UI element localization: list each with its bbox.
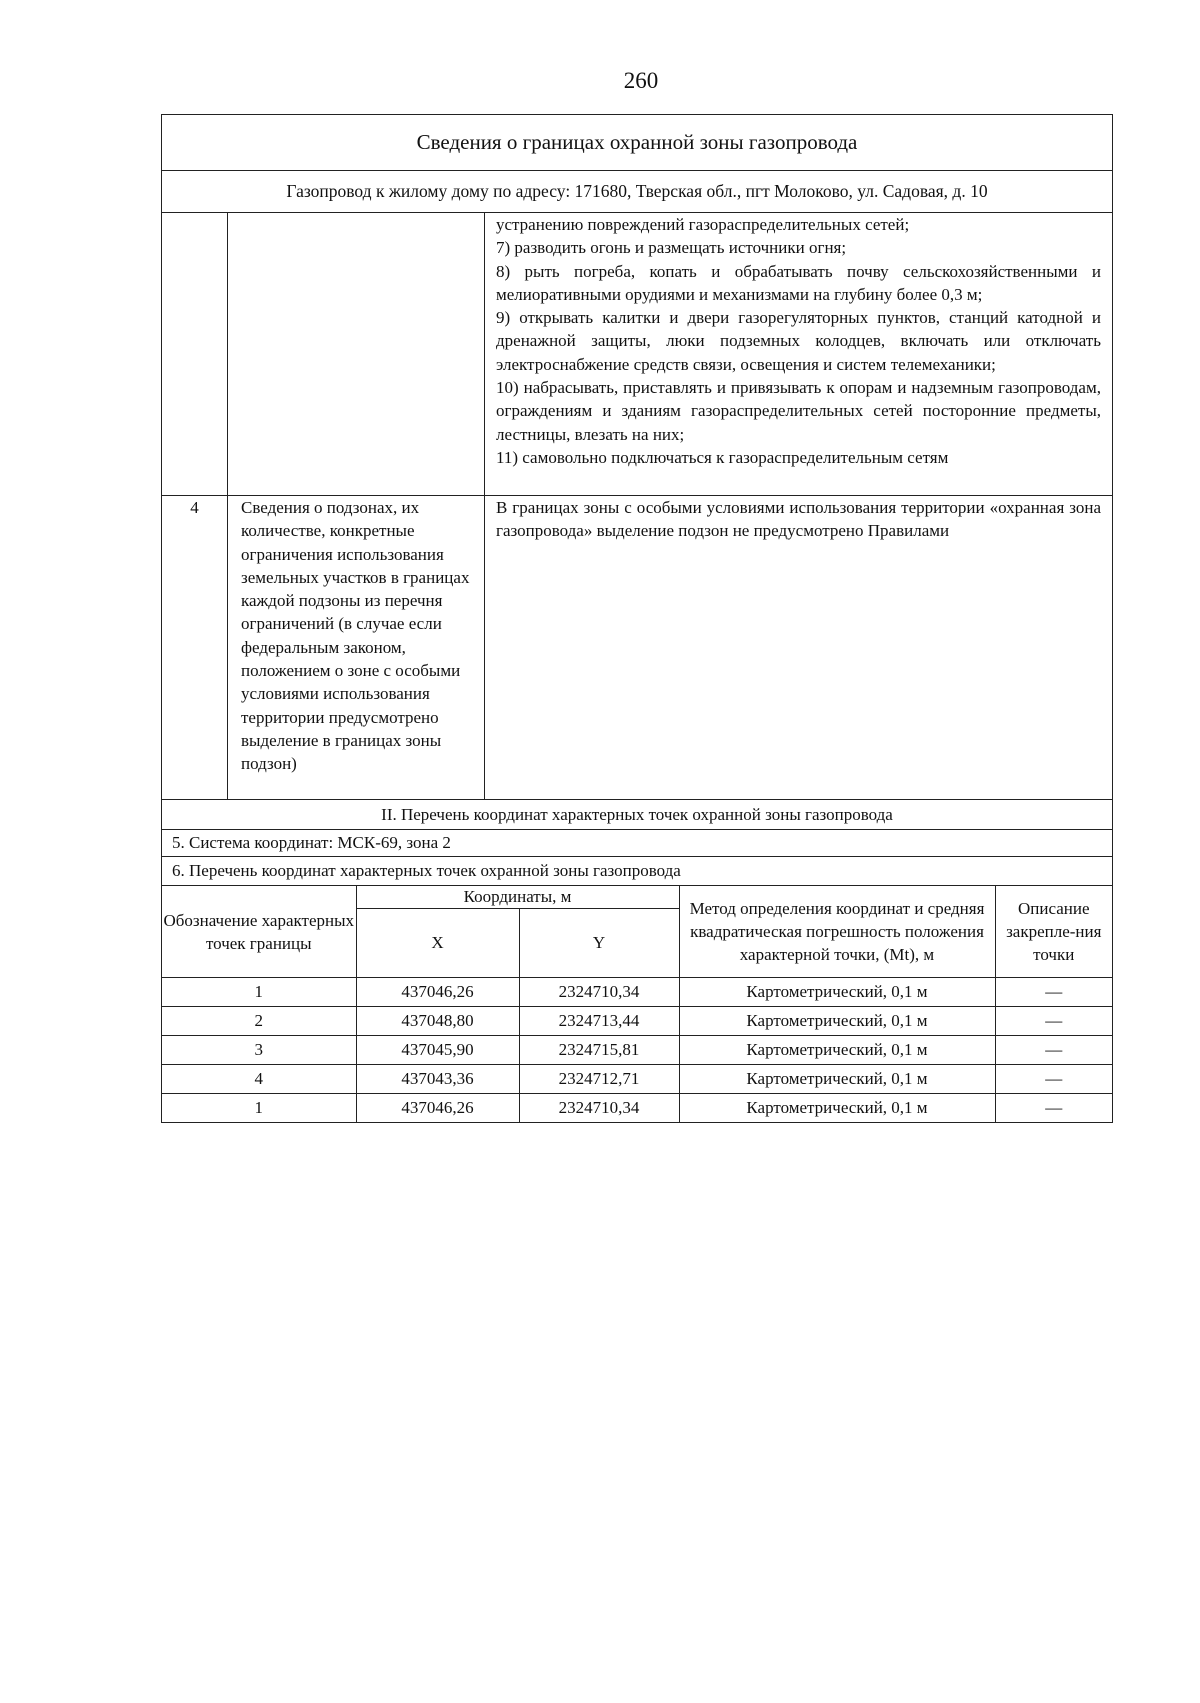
y-cell: 2324710,34 [519,978,679,1007]
header-method: Метод определения координат и средняя квадратическая погрешность положения характерной точки, (Mt), м [679,886,995,978]
subzones-label: Сведения о подзонах, их количестве, конкретные ограничения использования земельных участков в границах каждой подзоны из перечня ограничений (в случае если федеральным законом, положением о зоне с особыми условиями использования территории предусмотрено выделение в границах зоны подзон) [228,496,485,799]
subzones-number: 4 [162,496,228,799]
y-cell: 2324713,44 [519,1007,679,1036]
restrictions-row [162,213,1112,496]
coordinates-list-title: 6. Перечень координат характерных точек охранной зоны газопровода [162,857,1112,886]
description-cell: — [995,978,1112,1007]
header-description: Описание закрепле-ния точки [995,886,1112,978]
point-cell: 4 [162,1065,356,1094]
restriction-line: 9) открывать калитки и двери газорегуляторных пунктов, станций катодной и дренажной защиты, люки подземных колодцев, включать или отключать электроснабжение средств связи, освещения и систем телемеханики; [496,308,1101,374]
document-title: Сведения о границах охранной зоны газопровода [162,115,1112,171]
page-number: 260 [623,68,659,93]
method-cell: Картометрический, 0,1 м [679,1036,995,1065]
point-cell: 2 [162,1007,356,1036]
point-cell: 1 [162,1094,356,1123]
restriction-line: 7) разводить огонь и размещать источники огня; [496,238,847,258]
x-cell: 437043,36 [356,1065,519,1094]
description-cell: — [995,1094,1112,1123]
description-cell: — [995,1065,1112,1094]
y-cell: 2324710,34 [519,1094,679,1123]
row-number-cell [162,213,228,495]
description-cell: — [995,1036,1112,1065]
zone-document-table [161,114,1113,1123]
table-row [162,1065,1112,1094]
description-cell: — [995,1007,1112,1036]
method-cell: Картометрический, 0,1 м [679,978,995,1007]
method-cell: Картометрический, 0,1 м [679,1094,995,1123]
pipeline-address: Газопровод к жилому дому по адресу: 171680, Тверская обл., пгт Молоково, ул. Садовая, д. 10 [162,171,1112,213]
table-row [162,978,1112,1007]
method-cell: Картометрический, 0,1 м [679,1007,995,1036]
row-label-cell [228,213,485,495]
x-cell: 437046,26 [356,978,519,1007]
subzones-value: В границах зоны с особыми условиями использования территории «охранная зона газопровода» выделение подзон не предусмотрено Правилами [496,498,1101,541]
coordinates-table [162,886,1112,1122]
subzones-row [162,496,1112,800]
point-cell: 1 [162,978,356,1007]
section-title: II. Перечень координат характерных точек охранной зоны газопровода [162,800,1112,830]
coordinate-system: 5. Система координат: МСК-69, зона 2 [162,830,1112,857]
restriction-line: 8) рыть погреба, копать и обрабатывать почву сельскохозяйственными и мелиоративными орудиями и механизмами на глубину более 0,3 м; [496,261,1101,304]
method-cell: Картометрический, 0,1 м [679,1065,995,1094]
restriction-line: 10) набрасывать, приставлять и привязывать к опорам и надземным газопроводам, ограждениям и зданиям газораспределительных сетей посторонние предметы, лестницы, влезать на них; [496,378,1101,444]
y-cell: 2324715,81 [519,1036,679,1065]
restrictions-text [485,213,1112,495]
restriction-line: 11) самовольно подключаться к газораспределительным сетям [496,447,949,467]
x-cell: 437048,80 [356,1007,519,1036]
header-y: Y [519,909,679,978]
point-cell: 3 [162,1036,356,1065]
table-row [162,1007,1112,1036]
header-point: Обозначение характерных точек границы [162,886,356,978]
x-cell: 437046,26 [356,1094,519,1123]
x-cell: 437045,90 [356,1036,519,1065]
header-x: X [356,909,519,978]
table-row [162,1036,1112,1065]
y-cell: 2324712,71 [519,1065,679,1094]
table-row [162,1094,1112,1123]
restriction-line: устранению повреждений газораспределительных сетей; [496,215,910,234]
header-coordinates: Координаты, м [356,886,679,909]
